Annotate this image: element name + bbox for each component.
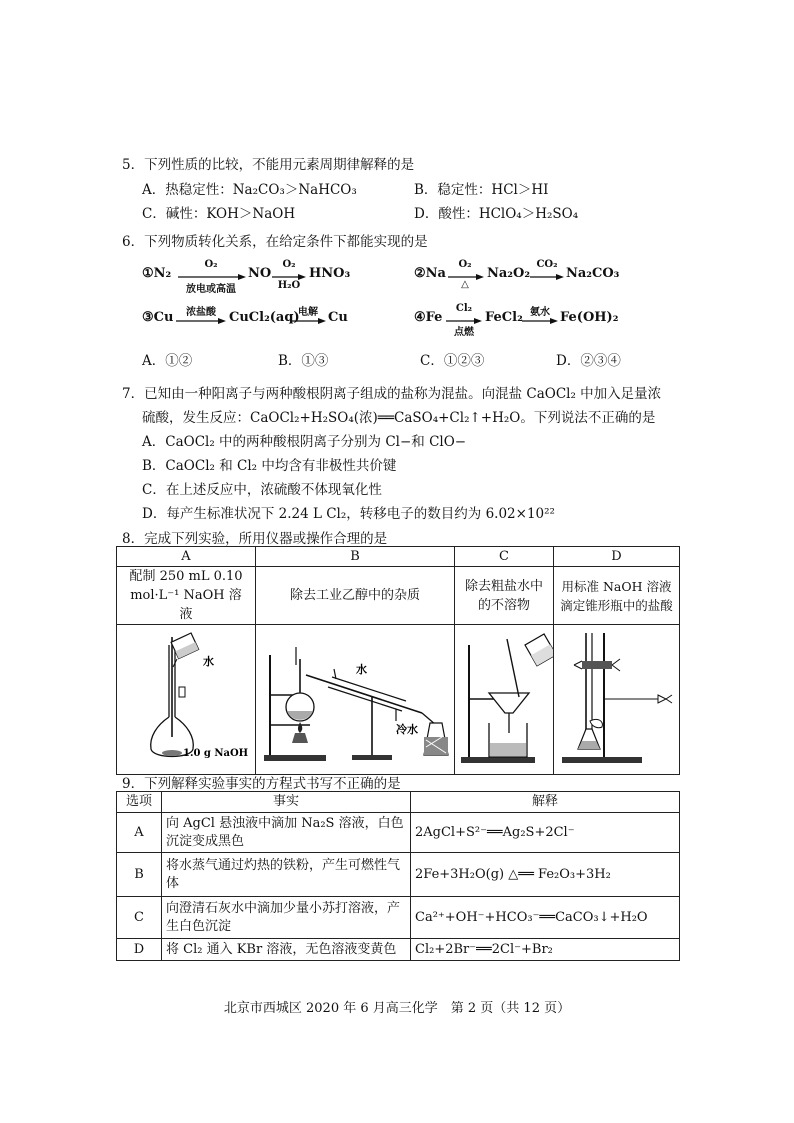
q6-reaction-3: ③Cu bbox=[142, 310, 174, 325]
q9-row-d-explanation: Cl₂+2Br⁻══2Cl⁻+Br₂ bbox=[411, 939, 680, 961]
q6-r1-species2: NO bbox=[248, 266, 272, 281]
table-row bbox=[117, 939, 680, 961]
q6-r4-species2: FeCl₂ bbox=[485, 310, 523, 325]
q8-a-water-label: 水 bbox=[203, 655, 214, 668]
q8-b-coldwater-label: 冷水 bbox=[396, 723, 418, 736]
q6-option-a: A．①② bbox=[142, 353, 193, 369]
q7-stem-line1: 7．已知由一种阳离子与两种酸根阴离子组成的盐称为混盐。向混盐 CaOCl₂ 中加入足量浓 bbox=[122, 386, 662, 402]
q6-r3-species3: Cu bbox=[328, 310, 348, 325]
q6-r4-species3: Fe(OH)₂ bbox=[560, 310, 619, 325]
q6-stem: 6．下列物质转化关系，在给定条件下都能实现的是 bbox=[122, 234, 428, 250]
q8-task-d: 用标准 NaOH 溶液滴定锥形瓶中的盐酸 bbox=[554, 567, 680, 625]
q9-row-a-option: A bbox=[117, 813, 162, 853]
q5-option-c: C．碱性：KOH＞NaOH bbox=[142, 206, 296, 222]
q7-option-d: D．每产生标准状况下 2.24 L Cl₂，转移电子的数目约为 6.02×10²² bbox=[142, 506, 555, 522]
q6-option-c: C．①②③ bbox=[420, 353, 485, 369]
q6-r2-arrow2-top: CO₂ bbox=[536, 259, 558, 270]
q9-row-d-fact: 将 Cl₂ 通入 KBr 溶液，无色溶液变黄色 bbox=[162, 939, 411, 961]
q8-apparatus-c bbox=[455, 625, 554, 775]
q5-stem: 5．下列性质的比较，不能用元素周期律解释的是 bbox=[122, 157, 415, 173]
q6-r2-arrow1-bottom: △ bbox=[461, 279, 469, 290]
q9-header-fact: 事实 bbox=[162, 792, 411, 813]
q6-r3-arrow1-top: 浓盐酸 bbox=[186, 307, 216, 318]
q6-reaction-1: ①N₂ bbox=[142, 266, 172, 281]
q8-apparatus-d bbox=[554, 625, 680, 775]
q8-header-d: D bbox=[554, 547, 680, 567]
q7-stem-line2: 硫酸，发生反应：CaOCl₂+H₂SO₄(浓)══CaSO₄+Cl₂↑+H₂O。下列说法不正确的是 bbox=[142, 410, 656, 426]
table-row bbox=[117, 853, 680, 897]
q8-b-water-label: 水 bbox=[356, 663, 367, 676]
q8-apparatus-a bbox=[117, 625, 256, 775]
q6-reaction-2: ②Na bbox=[414, 266, 446, 281]
q6-r2-species2: Na₂O₂ bbox=[487, 266, 531, 281]
q6-r4-arrow2 bbox=[522, 317, 558, 325]
q6-r1-arrow2-top: O₂ bbox=[282, 259, 296, 270]
q6-r4-arrow1-top: Cl₂ bbox=[455, 303, 473, 314]
q5-option-a: A．热稳定性：Na₂CO₃＞NaHCO₃ bbox=[142, 182, 357, 198]
q8-task-b: 除去工业乙醇中的杂质 bbox=[256, 567, 455, 625]
q6-r4-arrow1-bottom: 点燃 bbox=[454, 327, 474, 338]
q6-option-d: D．②③④ bbox=[556, 353, 621, 369]
q8-task-a: 配制 250 mL 0.10 mol·L⁻¹ NaOH 溶液 bbox=[117, 567, 256, 625]
page-footer: 北京市西城区 2020 年 6 月高三化学 第 2 页（共 12 页） bbox=[223, 1001, 571, 1016]
q6-r4-arrow2-top: 氨水 bbox=[530, 307, 550, 318]
table-row bbox=[117, 897, 680, 939]
q5-option-d: D．酸性：HClO₄＞H₂SO₄ bbox=[414, 206, 579, 222]
q6-r3-arrow2 bbox=[290, 317, 326, 325]
q9-row-c-option: C bbox=[117, 897, 162, 939]
q8-header-b: B bbox=[256, 547, 455, 567]
q9-header-explanation: 解释 bbox=[411, 792, 680, 813]
q8-stem: 8．完成下列实验，所用仪器或操作合理的是 bbox=[122, 531, 388, 547]
q6-r1-arrow1-bottom: 放电或高温 bbox=[186, 284, 236, 295]
q6-r3-species2: CuCl₂(aq) bbox=[229, 310, 300, 325]
q9-header-option: 选项 bbox=[117, 792, 162, 813]
q6-r1-arrow2-bottom: H₂O bbox=[277, 280, 301, 291]
q8-task-c: 除去粗盐水中的不溶物 bbox=[455, 567, 554, 625]
q8-header-c: C bbox=[455, 547, 554, 567]
q9-row-b-fact: 将水蒸气通过灼热的铁粉，产生可燃性气体 bbox=[162, 853, 411, 897]
q9-row-b-option: B bbox=[117, 853, 162, 897]
q6-r1-arrow1-top: O₂ bbox=[204, 259, 218, 270]
q8-apparatus-b bbox=[256, 625, 455, 775]
q8-header-a: A bbox=[117, 547, 256, 567]
q6-r2-arrow2 bbox=[530, 273, 564, 281]
q6-r2-arrow1-top: O₂ bbox=[458, 259, 472, 270]
q6-reaction-4: ④Fe bbox=[414, 310, 443, 325]
q6-r3-arrow2-top: 电解 bbox=[298, 307, 318, 318]
q9-row-a-fact: 向 AgCl 悬浊液中滴加 Na₂S 溶液，白色沉淀变成黑色 bbox=[162, 813, 411, 853]
q7-option-a: A．CaOCl₂ 中的两种酸根阴离子分别为 Cl−和 ClO− bbox=[142, 434, 467, 450]
q9-table bbox=[116, 791, 680, 961]
q7-option-c: C．在上述反应中，浓硫酸不体现氧化性 bbox=[142, 482, 382, 498]
q6-r1-species3: HNO₃ bbox=[309, 266, 351, 281]
q6-r3-arrow1 bbox=[176, 317, 226, 325]
q5-option-b: B．稳定性：HCl＞HI bbox=[414, 182, 549, 198]
q6-option-b: B．①③ bbox=[278, 353, 329, 369]
q6-r2-species3: Na₂CO₃ bbox=[566, 266, 620, 281]
q9-row-a-explanation: 2AgCl+S²⁻══Ag₂S+2Cl⁻ bbox=[411, 813, 680, 853]
q9-row-d-option: D bbox=[117, 939, 162, 961]
table-row bbox=[117, 813, 680, 853]
q7-option-b: B．CaOCl₂ 和 Cl₂ 中均含有非极性共价键 bbox=[142, 458, 397, 474]
q8-a-naoh-label: 1.0 g NaOH bbox=[183, 748, 249, 759]
q9-row-c-explanation: Ca²⁺+OH⁻+HCO₃⁻══CaCO₃↓+H₂O bbox=[411, 897, 680, 939]
q8-table bbox=[116, 546, 680, 775]
q9-row-c-fact: 向澄清石灰水中滴加少量小苏打溶液，产生白色沉淀 bbox=[162, 897, 411, 939]
q9-stem: 9．下列解释实验事实的方程式书写不正确的是 bbox=[122, 776, 401, 792]
q9-row-b-explanation: 2Fe+3H₂O(g) △══ Fe₂O₃+3H₂ bbox=[411, 853, 680, 897]
